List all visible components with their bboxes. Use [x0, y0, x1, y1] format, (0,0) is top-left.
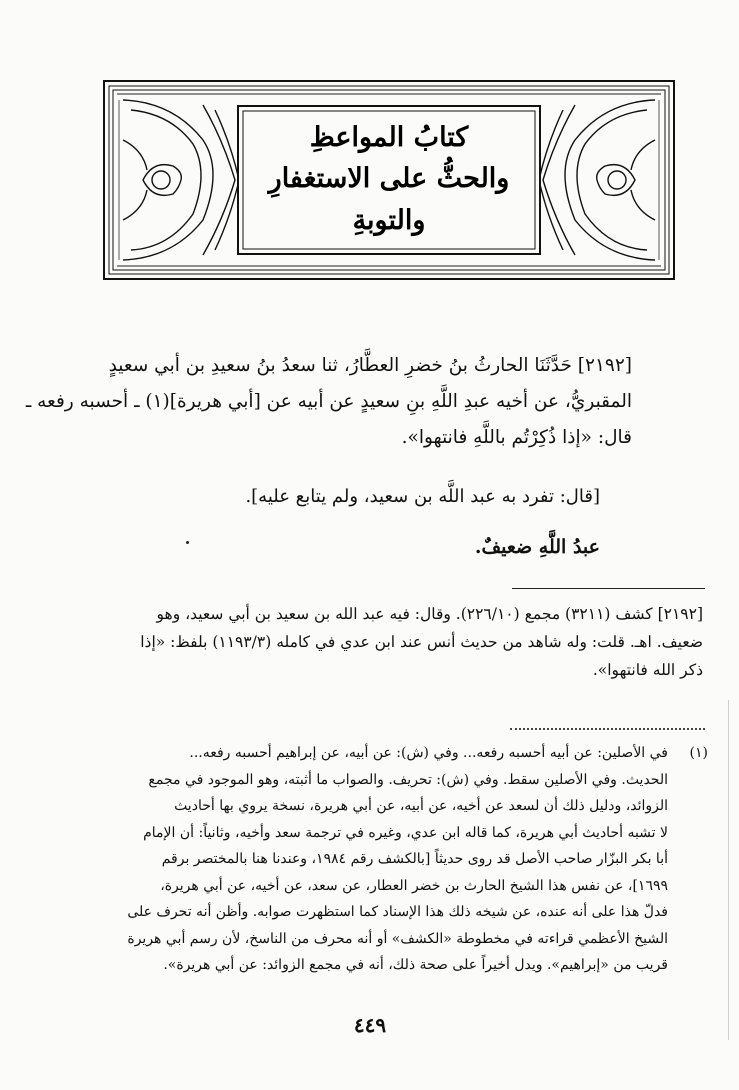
- section-divider: [512, 588, 705, 589]
- footnote-divider: [510, 728, 705, 732]
- page-number: ٤٤٩: [353, 1013, 387, 1037]
- scan-edge-line: [728, 700, 729, 1040]
- takhrij-block: [98, 600, 703, 684]
- hadith-line: المقبريُّ، عن أخيه عبدِ اللَّهِ بنِ سعيدٍ عن أبيه عن [أبي هريرة](١) ـ أحسبه رفعه ـ: [25, 391, 632, 412]
- footnote-line: الشيخ الأعظمي قراءته في مخطوطة «الكشف» أو أنه محرف من الناسخ، لأن رسم أبي هريرة: [127, 930, 668, 947]
- hadith-line: قال: «إذا ذُكِرْتُم باللَّهِ فانتهوا».: [401, 427, 632, 448]
- editor-note-qal: [قال: تفرد به عبد اللَّه بن سعيد، ولم يتابع عليه].: [245, 486, 600, 507]
- chapter-title: [240, 108, 538, 252]
- footnote-line: لا تشبه أحاديث أبي هريرة، كما قاله ابن عدي، وغيره في ترجمة سعد وأخيه، وثانياً: أن الإمام: [143, 824, 668, 841]
- takhrij-line: [٢١٩٢] كشف (٣٢١١) مجمع (٢٢٦/١٠). وقال: فيه عبد الله بن سعيد بن أبي سعيد، وهو: [156, 605, 703, 623]
- footnote-line: في الأصلين: عن أبيه أحسبه رفعه... وفي (ش): عن أبيه، عن إبراهيم أحسبه رفعه...: [189, 745, 668, 761]
- chapter-title-line-1: كتابُ المواعظِ: [309, 122, 469, 153]
- hadith-line: [٢١٩٢] حَدَّثَنَا الحارثُ بنُ خضرِ العطَّارُ، ثنا سعدُ بنُ سعيدِ بن أبي سعيدٍ: [108, 355, 632, 376]
- footnote-line: أبا بكر البزّار صاحب الأصل قد روى حديثاً [بالكشف رقم ١٩٨٤، وعندنا هنا بالمختصر برقم: [161, 851, 668, 867]
- editor-note-daif: عبدُ اللَّهِ ضعيفٌ.: [474, 536, 600, 558]
- chapter-title-line-2: والحثُّ على الاستغفارِ والتوبةِ: [268, 163, 510, 236]
- footnote-line: ١٦٩٩]، عن نفس هذا الشيخ الحارث بن خضر العطار، عن سعد، عن أخيه، عن أبي هريرة،: [160, 877, 668, 894]
- footnote-block: [96, 740, 708, 979]
- footnote-marker: (١): [689, 745, 708, 761]
- hadith-text: [25, 348, 632, 456]
- takhrij-line: ضعيف. اهـ. قلت: وله شاهد من حديث أنس عند ابن عدي في كامله (١١٩٣/٣) بلفظ: «إذا: [140, 633, 703, 651]
- footnote-line: قريب من «إبراهيم». ويدل أخيراً على صحة ذلك، أنه في مجمع الزوائد: عن أبي هريرة».: [163, 957, 668, 973]
- takhrij-line: ذكر الله فانتهوا».: [592, 661, 703, 679]
- ornamental-title-frame: [103, 80, 675, 280]
- stray-dot: [186, 541, 189, 544]
- footnote-line: الحديث. وفي الأصلين سقط. وفي (ش): تحريف. والصواب ما أثبته، وهو الموجود في مجمع: [148, 771, 668, 788]
- footnote-line: فدلّ هذا على أنه عنده، عن شيخه ذلك هذا الإسناد كما استظهرت صوابه. وأظن أنه تحرف على: [127, 904, 668, 920]
- footnote-line: الزوائد، ودليل ذلك أن لسعد عن أخيه، عن أبيه، عن أبي هريرة، نسخة يروي بها أحاديث: [174, 798, 668, 814]
